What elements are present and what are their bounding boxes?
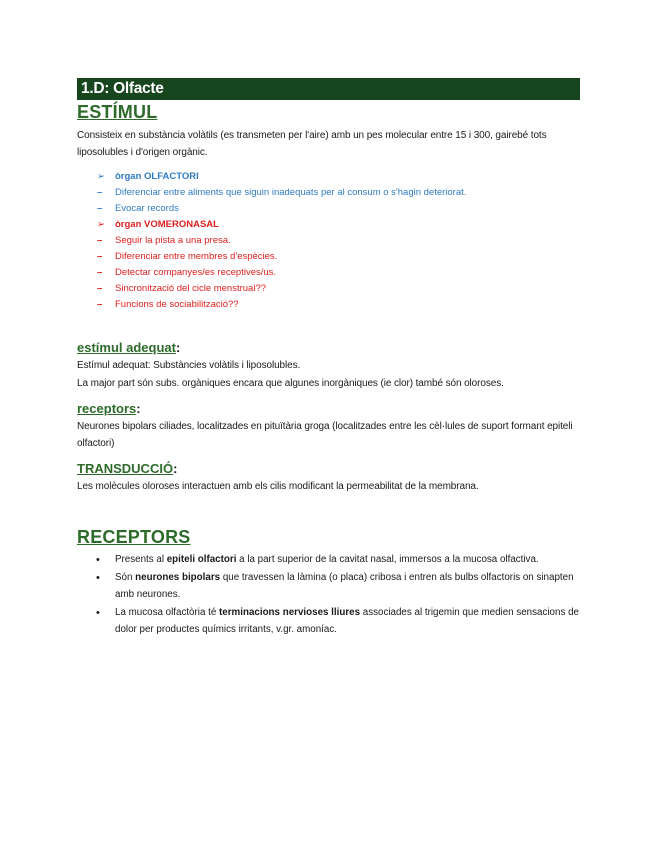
receptors-description: Neurones bipolars ciliades, localitzades en pituïtària groga (localitzades entre les cèl·lules de suport formant epiteli olfactori) bbox=[77, 421, 573, 449]
list-item: • Presents al epiteli olfactori a la part superior de la cavitat nasal, immersos a la mucosa olfactiva. bbox=[77, 552, 580, 569]
list-item: • La mucosa olfactòria té terminacions nervioses lliures associades al trigemin que medien sensacions de dolor per productes químics irritants, v.gr. amoníac. bbox=[96, 607, 579, 635]
list-item: ➢ òrgan OLFACTORI bbox=[77, 169, 580, 185]
dash-icon: – bbox=[97, 299, 103, 310]
list-item: – Diferenciar entre membres d'espècies. bbox=[77, 249, 580, 265]
transduccio-description: Les molècules oloroses interactuen amb els cilis modificant la permeabilitat de la membrana. bbox=[77, 481, 479, 492]
bullet-icon: • bbox=[96, 572, 100, 584]
list-item: – Evocar records bbox=[77, 201, 580, 217]
bullet-icon: • bbox=[96, 607, 100, 619]
arrow-icon: ➢ bbox=[97, 171, 105, 182]
transduccio-heading: TRANSDUCCIÓ: bbox=[77, 461, 178, 476]
dash-icon: – bbox=[97, 203, 103, 214]
dash-icon: – bbox=[97, 267, 103, 278]
estimul-adequat-heading: estímul adequat: bbox=[77, 340, 181, 355]
dash-icon: – bbox=[97, 187, 103, 198]
document-page bbox=[77, 78, 580, 640]
receptors-heading: RECEPTORS bbox=[77, 526, 191, 547]
estimul-intro: Consisteix en substància volàtils (es transmeten per l'aire) amb un pes molecular entre 15 i 300, gairebé tots liposolubles i d'origen orgànic. bbox=[77, 130, 547, 158]
list-item: ➢ òrgan VOMERONASAL bbox=[77, 217, 580, 233]
list-item: – Detectar companyes/es receptives/us. bbox=[77, 265, 580, 281]
estimul-heading: ESTÍMUL bbox=[77, 102, 158, 122]
bullet-icon: • bbox=[96, 553, 100, 566]
estimul-adequat-line1: Estímul adequat: Substàncies volàtils i liposolubles. bbox=[77, 360, 301, 371]
dash-icon: – bbox=[97, 283, 103, 294]
dash-icon: – bbox=[97, 235, 103, 246]
section-title-bar: 1.D: Olfacte bbox=[77, 78, 580, 100]
list-item: – Sincronització del cicle menstrual?? bbox=[77, 281, 580, 297]
estimul-adequat-line2: La major part són subs. orgàniques encara que algunes inorgàniques (ie clor) també són oloroses. bbox=[77, 377, 504, 389]
list-item: – Seguir la pista a una presa. bbox=[77, 233, 580, 249]
estimul-list bbox=[77, 169, 580, 313]
dash-icon: – bbox=[97, 251, 103, 262]
receptors-list bbox=[77, 552, 580, 639]
receptors-subheading: receptors: bbox=[77, 401, 141, 416]
arrow-icon: ➢ bbox=[97, 219, 105, 230]
list-item: – Funcions de sociabilització?? bbox=[77, 297, 580, 313]
list-item: • Són neurones bipolars que travessen la làmina (o placa) cribosa i entren als bulbs olfactoris on sinapten amb neurones. bbox=[96, 572, 574, 600]
list-item: – Diferenciar entre aliments que siguin inadequats per al consum o s'hagin deteriorat. bbox=[77, 185, 580, 201]
